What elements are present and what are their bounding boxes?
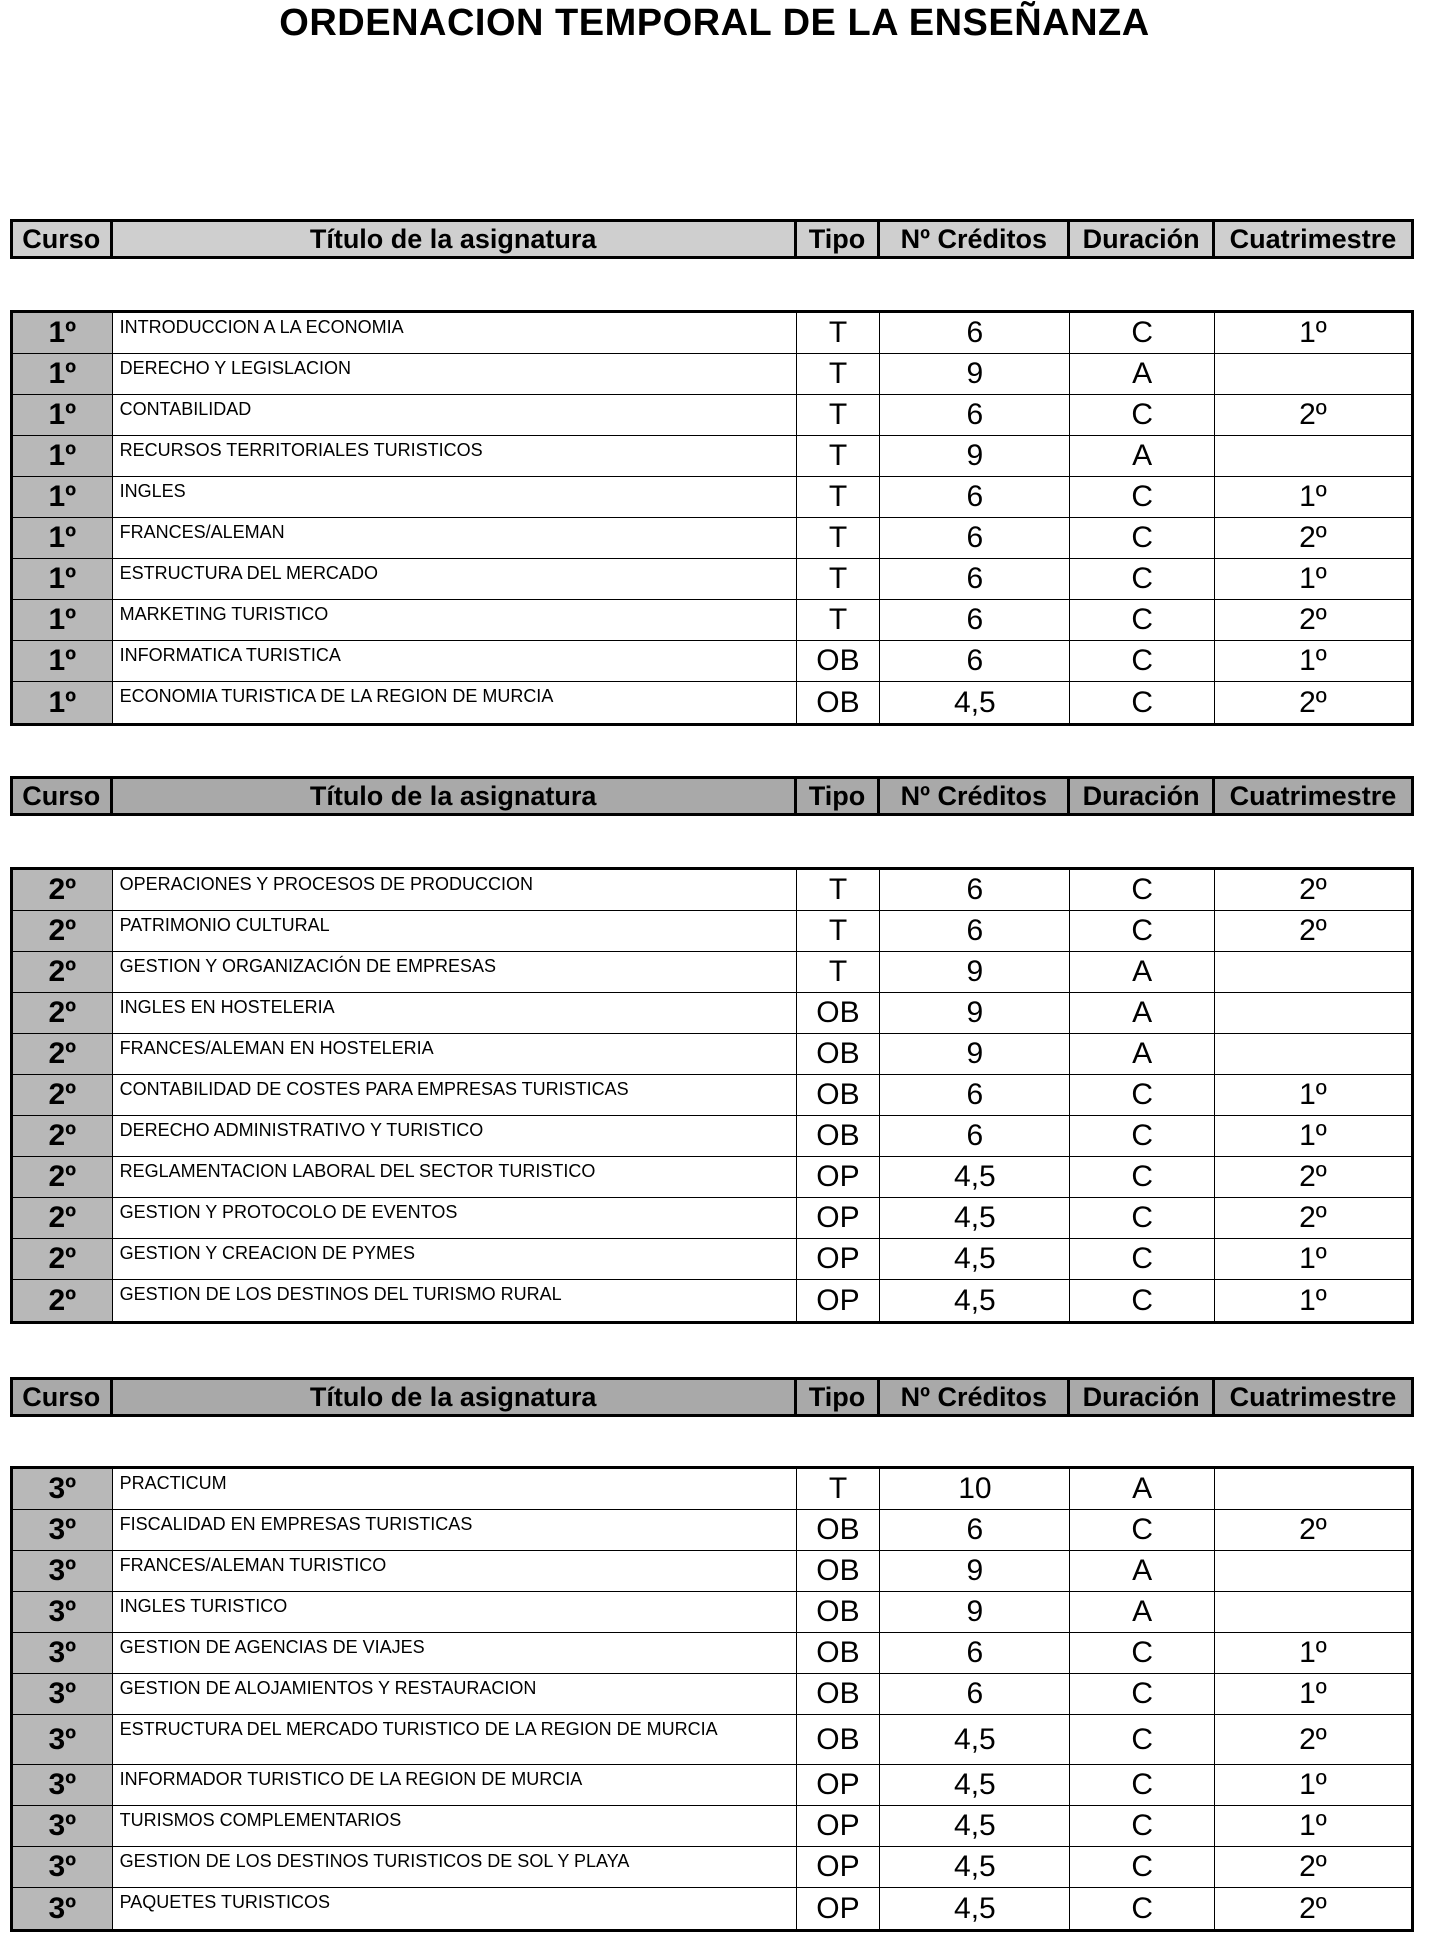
course-title: PRACTICUM (113, 1469, 797, 1509)
course-credits: 6 (880, 1510, 1070, 1550)
course-year: 2º (13, 993, 113, 1033)
course-credits: 6 (880, 1075, 1070, 1115)
course-type: OP (797, 1765, 881, 1805)
course-duration: C (1070, 911, 1214, 951)
course-credits: 4,5 (880, 1239, 1070, 1279)
table-row (13, 682, 1411, 723)
course-title: GESTION Y ORGANIZACIÓN DE EMPRESAS (113, 952, 797, 992)
course-credits: 6 (880, 600, 1070, 640)
course-type: T (797, 477, 881, 517)
course-type: OB (797, 1034, 881, 1074)
course-credits: 9 (880, 354, 1070, 394)
course-duration: C (1070, 682, 1214, 723)
course-duration: A (1070, 436, 1214, 476)
course-group-1 (10, 310, 1414, 726)
table-row (13, 1075, 1411, 1116)
course-duration: A (1070, 1469, 1214, 1509)
course-year: 1º (13, 436, 113, 476)
course-duration: C (1070, 1888, 1214, 1929)
course-duration: C (1070, 395, 1214, 435)
course-credits: 9 (880, 1034, 1070, 1074)
course-credits: 6 (880, 313, 1070, 353)
course-semester (1215, 952, 1411, 992)
header-tipo: Tipo (797, 222, 881, 256)
table-row (13, 870, 1411, 911)
table-row (13, 1034, 1411, 1075)
table-row (13, 1551, 1411, 1592)
course-duration: C (1070, 1116, 1214, 1156)
course-semester: 2º (1299, 521, 1327, 554)
table-row (13, 1806, 1411, 1847)
course-type: OB (797, 641, 881, 681)
header-titulo: Título de la asignatura (113, 222, 797, 256)
course-credits: 6 (880, 518, 1070, 558)
course-title: INTRODUCCION A LA ECONOMIA (113, 313, 797, 353)
course-duration: C (1070, 313, 1214, 353)
table-header-2 (10, 776, 1414, 816)
course-duration: A (1070, 354, 1214, 394)
course-type: OP (797, 1888, 881, 1929)
course-duration: C (1070, 559, 1214, 599)
header-titulo: Título de la asignatura (113, 779, 797, 813)
table-row (13, 1469, 1411, 1510)
course-semester: 1º (1299, 1242, 1327, 1275)
course-type: OP (797, 1806, 881, 1846)
course-type: T (797, 354, 881, 394)
course-duration: C (1070, 1198, 1214, 1238)
course-type: OP (797, 1280, 881, 1321)
course-duration: A (1070, 1592, 1214, 1632)
course-year: 3º (13, 1592, 113, 1632)
course-credits: 9 (880, 993, 1070, 1033)
course-year: 2º (13, 870, 113, 910)
course-title: CONTABILIDAD (113, 395, 797, 435)
table-row (13, 1510, 1411, 1551)
header-cuatrimestre: Cuatrimestre (1215, 222, 1411, 256)
course-duration: C (1070, 1765, 1214, 1805)
course-type: OB (797, 1592, 881, 1632)
course-credits: 9 (880, 1592, 1070, 1632)
table-row (13, 559, 1411, 600)
course-year: 3º (13, 1674, 113, 1714)
course-year: 3º (13, 1847, 113, 1887)
course-title: DERECHO ADMINISTRATIVO Y TURISTICO (113, 1116, 797, 1156)
course-type: OB (797, 993, 881, 1033)
course-title: PATRIMONIO CULTURAL (113, 911, 797, 951)
course-title: MARKETING TURISTICO (113, 600, 797, 640)
course-type: OP (797, 1847, 881, 1887)
course-type: T (797, 559, 881, 599)
course-year: 3º (13, 1469, 113, 1509)
course-type: OB (797, 1633, 881, 1673)
course-duration: C (1070, 600, 1214, 640)
course-duration: C (1070, 1157, 1214, 1197)
course-type: T (797, 600, 881, 640)
course-semester: 2º (1299, 1891, 1327, 1925)
table-row (13, 313, 1411, 354)
course-title: GESTION Y PROTOCOLO DE EVENTOS (113, 1198, 797, 1238)
table-row (13, 1633, 1411, 1674)
course-type: OB (797, 1116, 881, 1156)
course-semester: 2º (1299, 1513, 1327, 1546)
table-row (13, 1239, 1411, 1280)
course-credits: 6 (880, 911, 1070, 951)
course-duration: C (1070, 1806, 1214, 1846)
header-cuatrimestre: Cuatrimestre (1215, 779, 1411, 813)
course-title: FRANCES/ALEMAN EN HOSTELERIA (113, 1034, 797, 1074)
course-duration: C (1070, 641, 1214, 681)
course-year: 1º (13, 354, 113, 394)
course-credits: 4,5 (880, 1847, 1070, 1887)
course-duration: A (1070, 1034, 1214, 1074)
course-type: OB (797, 1715, 881, 1764)
course-duration: C (1070, 1075, 1214, 1115)
table-row (13, 1157, 1411, 1198)
table-row (13, 1888, 1411, 1929)
course-type: OB (797, 1674, 881, 1714)
course-year: 1º (13, 395, 113, 435)
course-semester: 2º (1299, 914, 1327, 947)
header-curso: Curso (13, 222, 113, 256)
course-semester: 2º (1299, 1722, 1327, 1756)
table-row (13, 1765, 1411, 1806)
course-semester: 2º (1299, 685, 1327, 719)
course-title: CONTABILIDAD DE COSTES PARA EMPRESAS TURISTICAS (113, 1075, 797, 1115)
course-credits: 4,5 (880, 1198, 1070, 1238)
header-titulo: Título de la asignatura (113, 1380, 797, 1414)
table-row (13, 600, 1411, 641)
course-credits: 6 (880, 395, 1070, 435)
course-credits: 6 (880, 1674, 1070, 1714)
course-credits: 6 (880, 870, 1070, 910)
table-row (13, 1116, 1411, 1157)
table-row (13, 993, 1411, 1034)
course-year: 3º (13, 1510, 113, 1550)
course-year: 1º (13, 559, 113, 599)
course-year: 1º (13, 682, 113, 723)
course-title: RECURSOS TERRITORIALES TURISTICOS (113, 436, 797, 476)
course-duration: C (1070, 1847, 1214, 1887)
table-row (13, 1198, 1411, 1239)
course-year: 1º (13, 600, 113, 640)
course-type: T (797, 436, 881, 476)
course-semester: 1º (1299, 1283, 1327, 1317)
course-duration: C (1070, 1674, 1214, 1714)
header-duracion: Duración (1070, 779, 1214, 813)
course-semester: 1º (1299, 1677, 1327, 1710)
course-type: OB (797, 1551, 881, 1591)
course-type: T (797, 952, 881, 992)
course-semester: 1º (1299, 644, 1327, 677)
course-credits: 6 (880, 1116, 1070, 1156)
course-group-2 (10, 867, 1414, 1324)
course-duration: C (1070, 870, 1214, 910)
course-semester (1215, 354, 1411, 394)
table-row (13, 911, 1411, 952)
course-year: 2º (13, 911, 113, 951)
course-title: OPERACIONES Y PROCESOS DE PRODUCCION (113, 870, 797, 910)
course-duration: A (1070, 1551, 1214, 1591)
course-type: OB (797, 682, 881, 723)
course-title: INFORMADOR TURISTICO DE LA REGION DE MURCIA (113, 1765, 797, 1805)
course-duration: C (1070, 477, 1214, 517)
course-year: 2º (13, 1198, 113, 1238)
course-type: OP (797, 1198, 881, 1238)
course-semester: 1º (1299, 562, 1327, 595)
course-year: 2º (13, 1280, 113, 1321)
course-semester: 1º (1299, 316, 1327, 349)
course-credits: 9 (880, 1551, 1070, 1591)
course-semester (1215, 436, 1411, 476)
table-row (13, 1715, 1411, 1765)
course-credits: 4,5 (880, 1765, 1070, 1805)
header-curso: Curso (13, 1380, 113, 1414)
course-semester: 1º (1299, 1119, 1327, 1152)
course-credits: 4,5 (880, 682, 1070, 723)
course-year: 3º (13, 1715, 113, 1764)
course-semester (1215, 1034, 1411, 1074)
course-title: ESTRUCTURA DEL MERCADO (113, 559, 797, 599)
course-duration: C (1070, 1715, 1214, 1764)
course-semester: 1º (1299, 1636, 1327, 1669)
table-row (13, 354, 1411, 395)
header-tipo: Tipo (797, 779, 881, 813)
course-semester: 1º (1299, 1809, 1327, 1842)
course-title: FISCALIDAD EN EMPRESAS TURISTICAS (113, 1510, 797, 1550)
course-title: GESTION DE ALOJAMIENTOS Y RESTAURACION (113, 1674, 797, 1714)
course-year: 3º (13, 1765, 113, 1805)
header-duracion: Duración (1070, 222, 1214, 256)
table-row (13, 518, 1411, 559)
course-title: GESTION DE AGENCIAS DE VIAJES (113, 1633, 797, 1673)
course-year: 3º (13, 1806, 113, 1846)
table-row (13, 1280, 1411, 1321)
course-year: 2º (13, 1239, 113, 1279)
course-title: INGLES EN HOSTELERIA (113, 993, 797, 1033)
course-title: FRANCES/ALEMAN (113, 518, 797, 558)
course-credits: 9 (880, 952, 1070, 992)
course-credits: 6 (880, 1633, 1070, 1673)
course-credits: 10 (880, 1469, 1070, 1509)
course-type: T (797, 313, 881, 353)
course-credits: 4,5 (880, 1715, 1070, 1764)
table-row (13, 1847, 1411, 1888)
course-year: 1º (13, 477, 113, 517)
course-type: OP (797, 1239, 881, 1279)
table-row (13, 1674, 1411, 1715)
course-title: ESTRUCTURA DEL MERCADO TURISTICO DE LA REGION DE MURCIA (113, 1715, 797, 1764)
course-semester (1215, 1592, 1411, 1632)
course-credits: 6 (880, 559, 1070, 599)
course-semester: 2º (1299, 603, 1327, 636)
course-title: GESTION DE LOS DESTINOS DEL TURISMO RURAL (113, 1280, 797, 1321)
course-type: T (797, 1469, 881, 1509)
header-creditos: Nº Créditos (880, 1380, 1070, 1414)
course-year: 1º (13, 641, 113, 681)
course-duration: C (1070, 1633, 1214, 1673)
course-duration: C (1070, 1239, 1214, 1279)
course-year: 3º (13, 1888, 113, 1929)
course-year: 2º (13, 1116, 113, 1156)
course-type: T (797, 518, 881, 558)
course-duration: C (1070, 518, 1214, 558)
table-row (13, 641, 1411, 682)
table-header-3 (10, 1377, 1414, 1417)
course-duration: A (1070, 993, 1214, 1033)
course-title: GESTION DE LOS DESTINOS TURISTICOS DE SOL Y PLAYA (113, 1847, 797, 1887)
header-curso: Curso (13, 779, 113, 813)
course-title: GESTION Y CREACION DE PYMES (113, 1239, 797, 1279)
table-row (13, 436, 1411, 477)
table-row (13, 952, 1411, 993)
course-duration: C (1070, 1510, 1214, 1550)
course-semester: 2º (1299, 1850, 1327, 1883)
course-semester: 2º (1299, 1201, 1327, 1234)
course-title: INFORMATICA TURISTICA (113, 641, 797, 681)
course-title: DERECHO Y LEGISLACION (113, 354, 797, 394)
header-creditos: Nº Créditos (880, 222, 1070, 256)
header-tipo: Tipo (797, 1380, 881, 1414)
course-group-3 (10, 1466, 1414, 1932)
course-type: T (797, 870, 881, 910)
course-year: 3º (13, 1551, 113, 1591)
course-semester: 2º (1299, 873, 1327, 906)
course-credits: 4,5 (880, 1280, 1070, 1321)
header-cuatrimestre: Cuatrimestre (1215, 1380, 1411, 1414)
table-row (13, 477, 1411, 518)
course-title: INGLES TURISTICO (113, 1592, 797, 1632)
course-type: OP (797, 1157, 881, 1197)
course-credits: 9 (880, 436, 1070, 476)
table-header-1 (10, 219, 1414, 259)
course-title: ECONOMIA TURISTICA DE LA REGION DE MURCIA (113, 682, 797, 723)
course-duration: C (1070, 1280, 1214, 1321)
course-semester: 1º (1299, 480, 1327, 513)
course-semester (1215, 1469, 1411, 1509)
table-row (13, 1592, 1411, 1633)
course-year: 2º (13, 1157, 113, 1197)
course-title: INGLES (113, 477, 797, 517)
course-type: OB (797, 1510, 881, 1550)
course-title: REGLAMENTACION LABORAL DEL SECTOR TURISTICO (113, 1157, 797, 1197)
course-year: 1º (13, 313, 113, 353)
page-title: ORDENACION TEMPORAL DE LA ENSEÑANZA (279, 2, 1150, 44)
course-title: TURISMOS COMPLEMENTARIOS (113, 1806, 797, 1846)
course-type: T (797, 395, 881, 435)
course-semester: 2º (1299, 398, 1327, 431)
course-year: 2º (13, 952, 113, 992)
course-credits: 4,5 (880, 1806, 1070, 1846)
course-credits: 4,5 (880, 1888, 1070, 1929)
course-semester (1215, 1551, 1411, 1591)
course-title: PAQUETES TURISTICOS (113, 1888, 797, 1929)
course-type: OB (797, 1075, 881, 1115)
course-type: T (797, 911, 881, 951)
course-credits: 6 (880, 477, 1070, 517)
course-year: 2º (13, 1075, 113, 1115)
table-row (13, 395, 1411, 436)
header-duracion: Duración (1070, 1380, 1214, 1414)
course-credits: 4,5 (880, 1157, 1070, 1197)
course-semester: 2º (1299, 1160, 1327, 1193)
course-semester: 1º (1299, 1078, 1327, 1111)
header-creditos: Nº Créditos (880, 779, 1070, 813)
course-semester: 1º (1299, 1768, 1327, 1801)
course-title: FRANCES/ALEMAN TURISTICO (113, 1551, 797, 1591)
course-duration: A (1070, 952, 1214, 992)
course-year: 3º (13, 1633, 113, 1673)
course-year: 2º (13, 1034, 113, 1074)
course-credits: 6 (880, 641, 1070, 681)
course-semester (1215, 993, 1411, 1033)
course-year: 1º (13, 518, 113, 558)
